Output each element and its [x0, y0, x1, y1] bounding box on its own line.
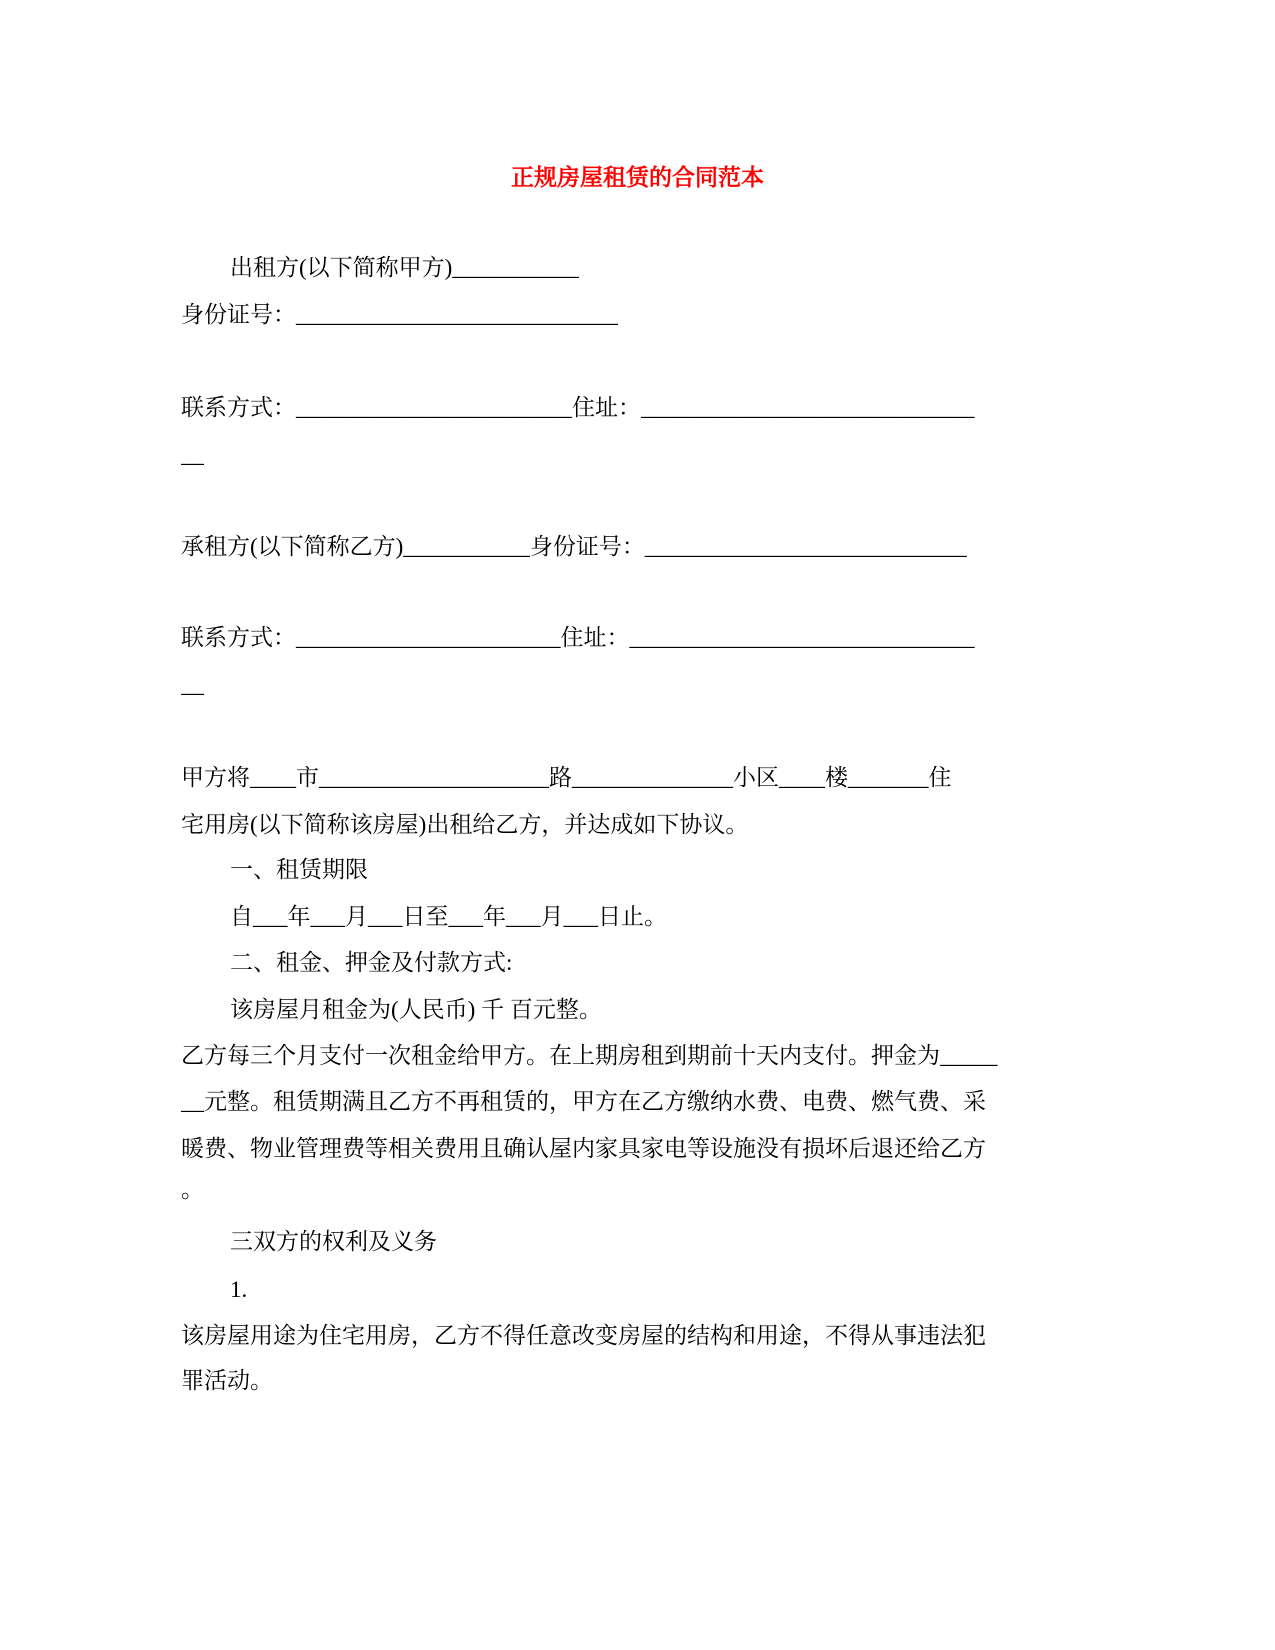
payment-paragraph-line-1: 乙方每三个月支付一次租金给甲方。在上期房租到期前十天内支付。押金为_____ — [181, 1043, 998, 1068]
lessee-line: 承租方(以下简称乙方)___________身份证号：____________________________ — [181, 534, 967, 559]
lessor-id-line: 身份证号：____________________________ — [181, 302, 618, 327]
section-heading-term: 一、租赁期限 — [230, 857, 368, 882]
lessor-contact-address-line: 联系方式：________________________住址：_____________________________ — [181, 395, 975, 420]
property-location-line: 甲方将____市____________________路______________小区____楼_______住 — [181, 765, 952, 790]
lessor-address-continuation: __ — [181, 442, 204, 467]
section-heading-rent: 二、租金、押金及付款方式: — [230, 950, 513, 975]
clause-number-1: 1. — [230, 1277, 248, 1302]
section-heading-rights: 三双方的权利及义务 — [230, 1229, 437, 1254]
lease-term-line: 自___年___月___日至___年___月___日止。 — [230, 904, 667, 929]
monthly-rent-line: 该房屋月租金为(人民币) 千 百元整。 — [230, 997, 602, 1022]
clause-1-line-1: 该房屋用途为住宅用房，乙方不得任意改变房屋的结构和用途，不得从事违法犯 — [181, 1323, 986, 1348]
lessee-contact-address-line: 联系方式：_______________________住址：______________________________ — [181, 625, 975, 650]
property-location-line-cont: 宅用房(以下简称该房屋)出租给乙方，并达成如下协议。 — [181, 812, 749, 837]
clause-1-line-2: 罪活动。 — [181, 1368, 273, 1393]
document-title: 正规房屋租赁的合同范本 — [511, 165, 764, 190]
payment-paragraph-line-3: 暖费、物业管理费等相关费用且确认屋内家具家电等设施没有损坏后退还给乙方 — [181, 1136, 986, 1161]
lessee-address-continuation: __ — [181, 672, 204, 697]
payment-paragraph-line-2: __元整。租赁期满且乙方不再租赁的，甲方在乙方缴纳水费、电费、燃气费、采 — [181, 1089, 986, 1114]
payment-paragraph-line-4: 。 — [181, 1177, 204, 1202]
lessor-line: 出租方(以下简称甲方)___________ — [230, 255, 579, 280]
